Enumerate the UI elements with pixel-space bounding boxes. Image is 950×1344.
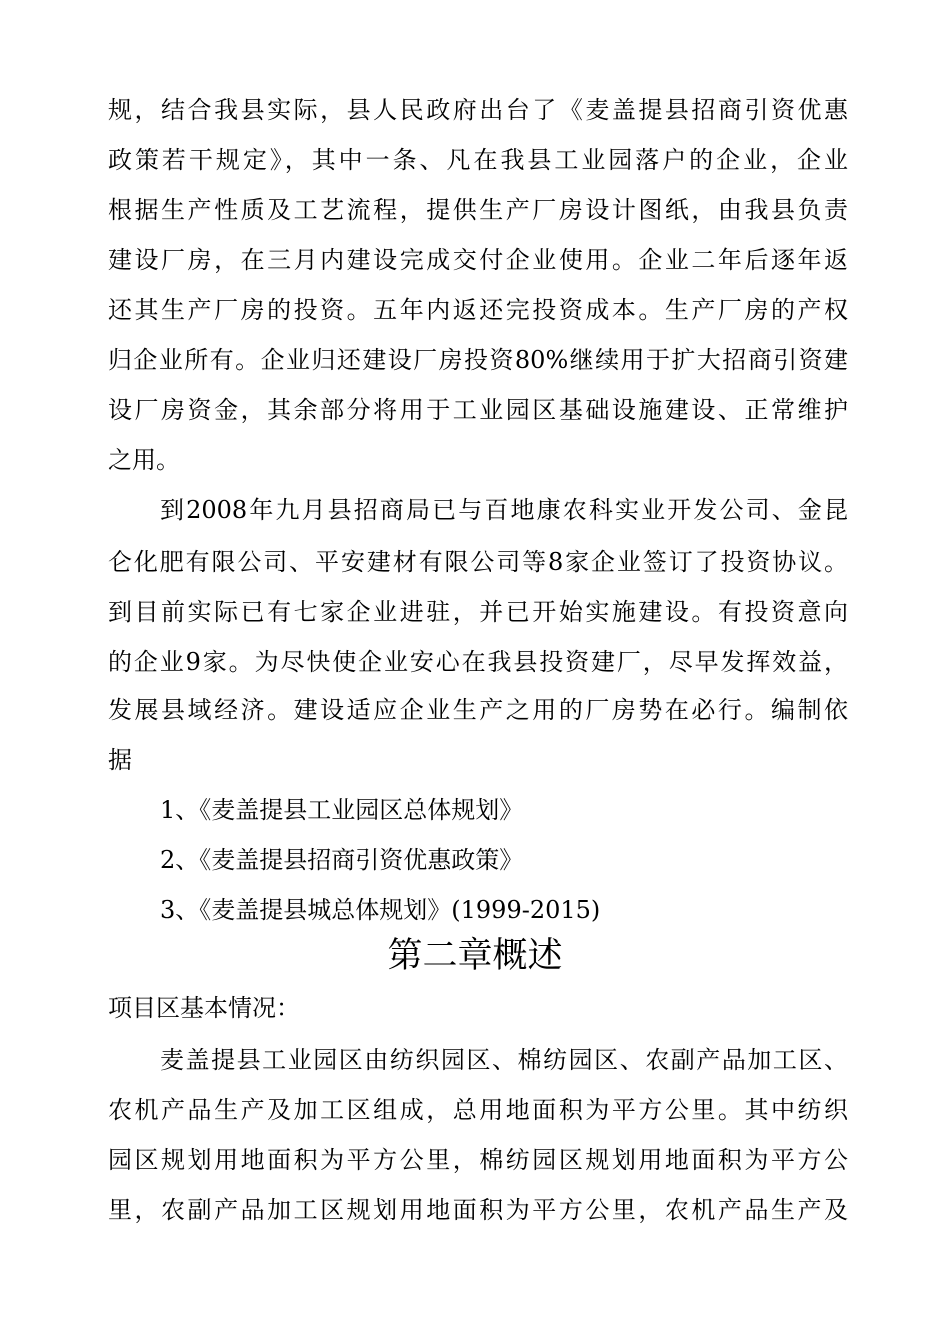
text-line: 设厂房资金，其余部分将用于工业园区基础设施建设、正常维护 [108,396,848,424]
text-line: 规，结合我县实际，县人民政府出台了《麦盖提县招商引资优惠 [108,96,848,124]
list-item: 2、《麦盖提县招商引资优惠政策》 [160,846,524,874]
section-label: 项目区基本情况： [108,994,300,1022]
text-line: 仑化肥有限公司、平安建材有限公司等8家企业签订了投资协议。 [108,548,848,576]
text-line: 到目前实际已有七家企业进驻，并已开始实施建设。有投资意向 [108,598,848,626]
text-line: 根据生产性质及工艺流程，提供生产厂房设计图纸，由我县负责 [108,196,848,224]
text-line: 到2008年九月县招商局已与百地康农科实业开发公司、金昆 [160,496,848,524]
text-line: 还其生产厂房的投资。五年内返还完投资成本。生产厂房的产权 [108,296,848,324]
chapter-heading: 第二章概述 [387,936,563,976]
list-item: 3、《麦盖提县城总体规划》(1999-2015) [160,896,601,924]
text-line: 里，农副产品加工区规划用地面积为平方公里，农机产品生产及 [108,1196,848,1224]
text-line: 之用。 [108,446,180,474]
text-line: 建设厂房，在三月内建设完成交付企业使用。企业二年后逐年返 [108,246,848,274]
text-line: 的企业9家。为尽快使企业安心在我县投资建厂，尽早发挥效益， [108,648,848,676]
list-item: 1、《麦盖提县工业园区总体规划》 [160,796,524,824]
text-line: 据 [108,746,132,774]
text-line: 麦盖提县工业园区由纺织园区、棉纺园区、农副产品加工区、 [160,1046,848,1074]
text-line: 园区规划用地面积为平方公里，棉纺园区规划用地面积为平方公 [108,1146,848,1174]
text-line: 发展县域经济。建设适应企业生产之用的厂房势在必行。编制依 [108,696,848,724]
text-line: 归企业所有。企业归还建设厂房投资80%继续用于扩大招商引资建 [108,346,848,374]
text-line: 政策若干规定》，其中一条、凡在我县工业园落户的企业，企业 [108,146,848,174]
text-line: 农机产品生产及加工区组成，总用地面积为平方公里。其中纺织 [108,1096,848,1124]
